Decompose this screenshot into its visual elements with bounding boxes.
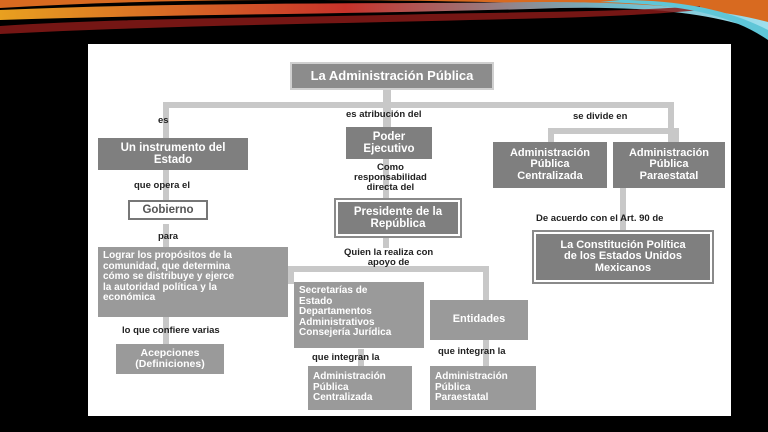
- label-es: es: [158, 115, 169, 126]
- label-atribucion: es atribución del: [346, 109, 422, 120]
- connector: [548, 128, 678, 134]
- label-como-responsabilidad: Como responsabilidad directa del: [354, 162, 427, 193]
- connector: [673, 128, 679, 142]
- label-para: para: [158, 231, 179, 242]
- connector: [483, 266, 489, 302]
- diagram-title: La Administración Pública: [290, 62, 494, 90]
- box-apc-right: Administración Pública Centralizada: [493, 142, 607, 188]
- box-gobierno: Gobierno: [128, 200, 208, 220]
- connector: [163, 102, 673, 108]
- box-app-right: Administración Pública Paraestatal: [613, 142, 725, 188]
- label-se-divide: se divide en: [573, 111, 628, 122]
- label-quien-realiza: Quien la realiza con apoyo de: [344, 247, 434, 268]
- connector: [383, 84, 391, 129]
- box-acepciones: Acepciones (Definiciones): [116, 344, 224, 374]
- box-apc-bottom: Administración Pública Centralizada: [308, 366, 412, 410]
- box-instrumento-estado: Un instrumento del Estado: [98, 138, 248, 170]
- box-app-bottom: Administración Pública Paraestatal: [430, 366, 536, 410]
- label-acuerdo-art90: De acuerdo con el Art. 90 de: [536, 213, 664, 224]
- box-secretarias: Secretarías de Estado Departamentos Administrativos Consejería Jurídica: [294, 282, 424, 348]
- box-presidente: Presidente de la República: [336, 200, 460, 236]
- label-integran-right: que integran la: [438, 346, 506, 357]
- box-entidades: Entidades: [430, 300, 528, 340]
- diagram-canvas: [88, 44, 731, 416]
- connector: [620, 187, 626, 232]
- connector: [548, 128, 554, 142]
- box-constitucion: La Constitución Política de los Estados Unidos Mexicanos: [534, 232, 712, 282]
- box-poder-ejecutivo: Poder Ejecutivo: [346, 127, 432, 159]
- label-integran-left: que integran la: [312, 352, 380, 363]
- label-que-opera: que opera el: [134, 180, 190, 191]
- box-propositos: Lograr los propósitos de la comunidad, que determina cómo se distribuye y ejerce la autoridad política y la económica: [98, 247, 288, 317]
- label-confiere: lo que confiere varias: [122, 325, 220, 336]
- connector: [383, 234, 389, 248]
